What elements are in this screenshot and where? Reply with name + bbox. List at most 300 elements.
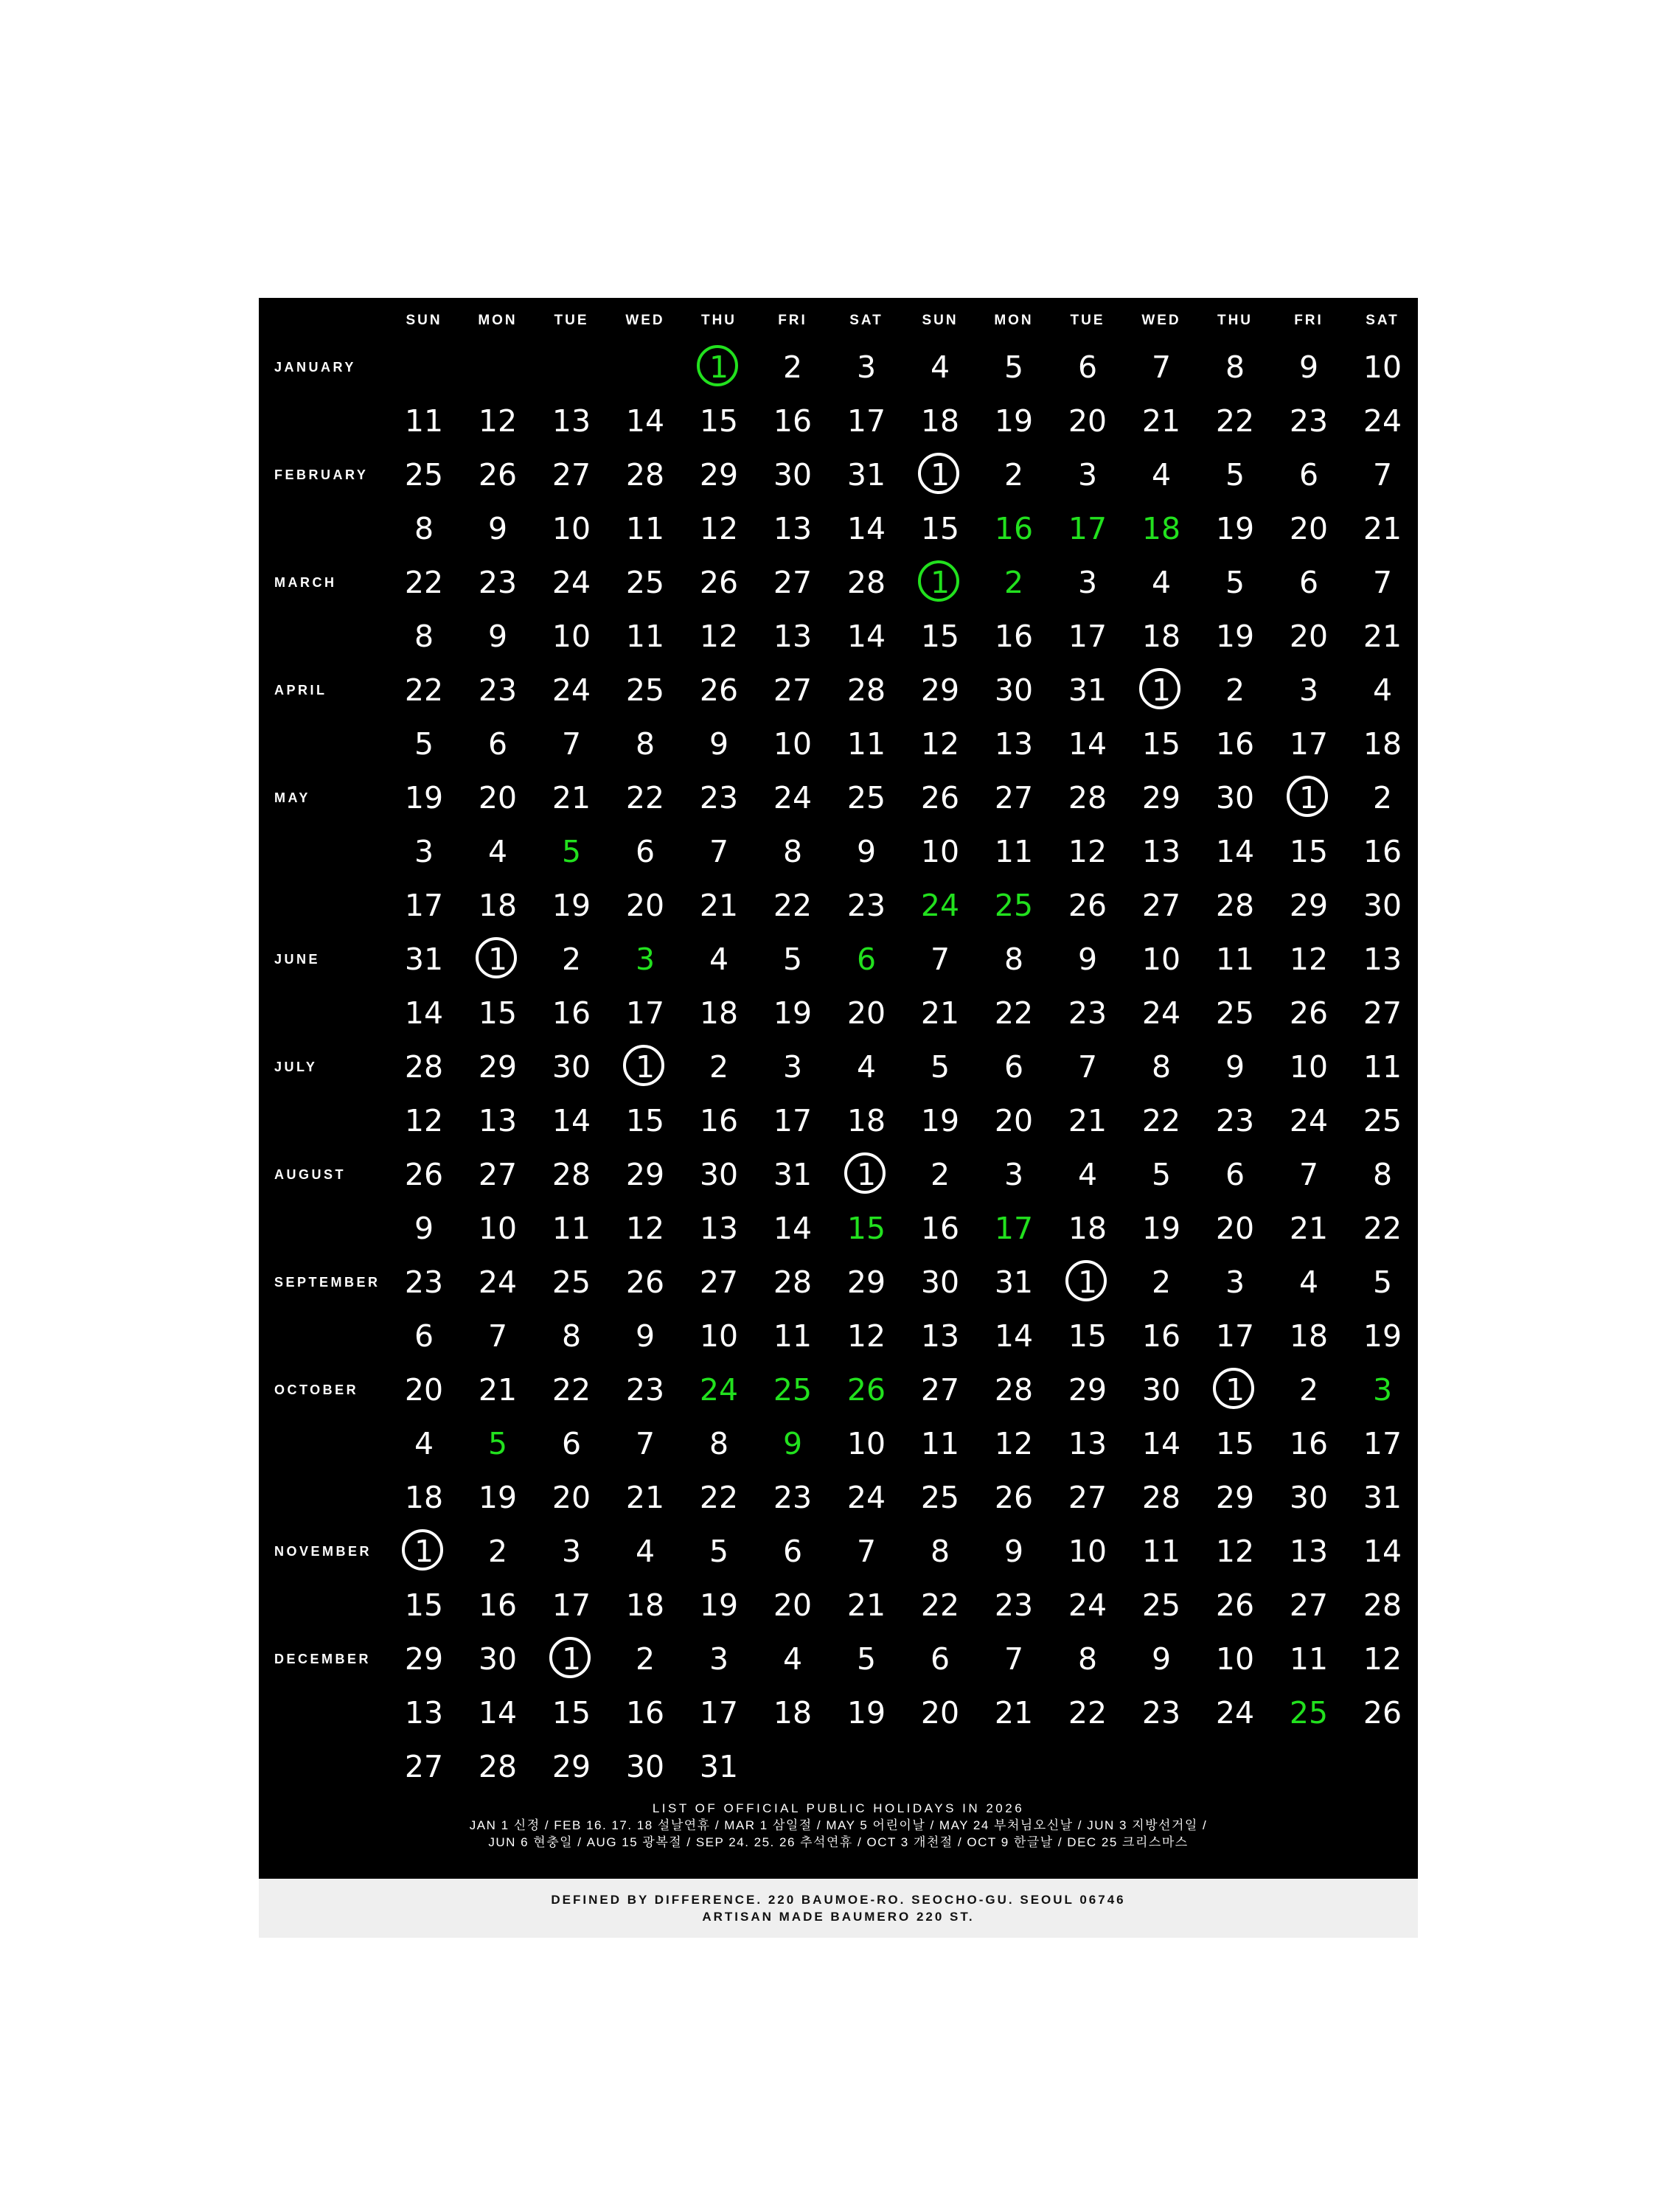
calendar-day: 10 [478,1211,518,1246]
calendar-day: 20 [773,1587,813,1623]
calendar-day: 21 [1363,619,1402,654]
holiday-day: 5 [561,834,582,869]
calendar-day: 24 [846,1480,886,1515]
month-start-day: 1 [608,1045,682,1089]
calendar-day: 23 [478,672,518,708]
calendar-day: 18 [625,1587,665,1623]
weekday-label: SAT [1366,313,1399,328]
weekday-label: FRI [1294,313,1324,328]
calendar-day: 6 [930,1641,950,1677]
holiday-day: 16 [994,511,1034,546]
calendar-day: 15 [1215,1426,1255,1461]
calendar-day: 15 [552,1695,591,1731]
calendar-day: 30 [920,1265,960,1300]
calendar-day: 22 [1363,1211,1402,1246]
calendar-day: 3 [561,1534,582,1569]
calendar-day: 4 [1151,565,1172,600]
calendar-day: 10 [846,1426,886,1461]
calendar-day: 30 [1215,780,1255,815]
calendar-day: 9 [1151,1641,1172,1677]
calendar-day: 28 [846,565,886,600]
calendar-day: 20 [1289,511,1329,546]
calendar-day: 23 [1215,1103,1255,1138]
calendar-day: 6 [1298,457,1319,493]
holiday-day: 3 [635,942,655,977]
calendar-day: 4 [1372,672,1393,708]
calendar-day: 9 [709,726,729,762]
calendar-day: 10 [920,834,960,869]
calendar-day: 2 [1372,780,1393,815]
calendar-day: 8 [1225,349,1245,385]
calendar-day: 13 [773,511,813,546]
month-label: OCTOBER [274,1382,359,1397]
calendar-day: 31 [846,457,886,493]
calendar-day: 20 [478,780,518,815]
calendar-day: 21 [552,780,591,815]
month-start-day: 1 [682,345,756,389]
calendar-day: 7 [1151,349,1172,385]
holiday-day: 17 [994,1211,1034,1246]
calendar-day: 8 [635,726,655,762]
month-label: JUNE [274,952,321,967]
calendar-day: 7 [1298,1157,1319,1192]
month-label: DECEMBER [274,1652,372,1666]
calendar-day: 2 [1004,457,1024,493]
calendar-day: 8 [709,1426,729,1461]
calendar-day: 28 [1141,1480,1181,1515]
calendar-day: 17 [625,995,665,1031]
calendar-day: 3 [1077,457,1098,493]
calendar-day: 7 [1077,1049,1098,1085]
calendar-day: 9 [487,511,508,546]
calendar-day: 29 [1289,888,1329,923]
calendar-day: 13 [404,1695,444,1731]
calendar-day: 21 [920,995,960,1031]
calendar-day: 22 [552,1372,591,1408]
holiday-day: 5 [487,1426,508,1461]
calendar-day: 11 [552,1211,591,1246]
month-start-day: 1 [1198,1368,1272,1412]
calendar-day: 2 [782,349,803,385]
calendar-day: 19 [699,1587,739,1623]
calendar-day: 2 [709,1049,729,1085]
weekday-label: TUE [554,313,589,328]
calendar-day: 5 [856,1641,877,1677]
calendar-day: 8 [561,1318,582,1354]
calendar-day: 2 [487,1534,508,1569]
calendar-day: 4 [635,1534,655,1569]
calendar-day: 18 [920,403,960,439]
calendar-day: 10 [1141,942,1181,977]
calendar-day: 7 [487,1318,508,1354]
calendar-day: 12 [1289,942,1329,977]
calendar-day: 13 [1068,1426,1107,1461]
holiday-day: 2 [1004,565,1024,600]
calendar-day: 9 [856,834,877,869]
calendar-day: 31 [1363,1480,1402,1515]
calendar-day: 20 [404,1372,444,1408]
calendar-day: 8 [930,1534,950,1569]
calendar-day: 28 [1068,780,1107,815]
calendar-day: 31 [773,1157,813,1192]
calendar-day: 6 [1298,565,1319,600]
calendar-day: 25 [1363,1103,1402,1138]
calendar-day: 2 [561,942,582,977]
calendar-day: 22 [404,565,444,600]
calendar-day: 11 [1141,1534,1181,1569]
calendar-day: 29 [404,1641,444,1677]
calendar-day: 27 [920,1372,960,1408]
calendar-day: 13 [920,1318,960,1354]
calendar-day: 21 [1289,1211,1329,1246]
calendar-day: 3 [1225,1265,1245,1300]
calendar-day: 18 [478,888,518,923]
calendar-day: 25 [1141,1587,1181,1623]
calendar-day: 4 [782,1641,803,1677]
calendar-day: 29 [1141,780,1181,815]
month-label: JULY [274,1060,318,1074]
calendar-day: 20 [846,995,886,1031]
calendar-day: 11 [404,403,444,439]
calendar-day: 25 [404,457,444,493]
calendar-day: 9 [1225,1049,1245,1085]
calendar-day: 23 [404,1265,444,1300]
calendar-day: 28 [625,457,665,493]
calendar-day: 26 [1363,1695,1402,1731]
calendar-day: 9 [635,1318,655,1354]
weekday-label: SUN [406,313,442,328]
calendar-day: 20 [1289,619,1329,654]
calendar-day: 17 [1068,619,1107,654]
address-line: ARTISAN MADE BAUMERO 220 ST. [702,1910,975,1924]
calendar-day: 17 [1289,726,1329,762]
calendar-day: 24 [773,780,813,815]
calendar-day: 25 [552,1265,591,1300]
calendar-day: 7 [561,726,582,762]
calendar-day: 8 [782,834,803,869]
calendar-day: 15 [1068,1318,1107,1354]
calendar-day: 7 [635,1426,655,1461]
calendar-day: 22 [1141,1103,1181,1138]
calendar-day: 13 [773,619,813,654]
calendar-day: 9 [1077,942,1098,977]
calendar-day: 3 [856,349,877,385]
month-label: MAY [274,790,310,805]
calendar-day: 20 [920,1695,960,1731]
holiday-list-line: JAN 1 신정 / FEB 16. 17. 18 설날연휴 / MAR 1 삼일절 / MAY 5 어린이날 / MAY 24 부처님오신날 / JUN 3 지방선거일 / [469,1818,1208,1832]
calendar-day: 12 [404,1103,444,1138]
calendar-day: 9 [414,1211,434,1246]
holiday-day: 9 [782,1426,803,1461]
calendar-day: 25 [846,780,886,815]
calendar-day: 14 [552,1103,591,1138]
calendar-day: 27 [773,565,813,600]
calendar-day: 30 [1363,888,1402,923]
calendar-day: 13 [1141,834,1181,869]
month-start-day: 1 [1124,668,1198,712]
calendar-day: 5 [1372,1265,1393,1300]
calendar-day: 25 [920,1480,960,1515]
calendar-day: 12 [478,403,518,439]
calendar-day: 30 [552,1049,591,1085]
calendar-day: 4 [1298,1265,1319,1300]
calendar-day: 22 [404,672,444,708]
calendar-day: 3 [414,834,434,869]
calendar-day: 7 [1372,457,1393,493]
calendar-day: 15 [478,995,518,1031]
calendar-day: 17 [552,1587,591,1623]
calendar-day: 28 [1363,1587,1402,1623]
calendar-day: 29 [846,1265,886,1300]
calendar-day: 24 [552,672,591,708]
calendar-day: 6 [487,726,508,762]
calendar-day: 27 [552,457,591,493]
calendar-day: 27 [1068,1480,1107,1515]
calendar-day: 19 [478,1480,518,1515]
calendar-day: 10 [699,1318,739,1354]
calendar-day: 14 [846,511,886,546]
calendar-day: 31 [699,1749,739,1784]
weekday-label: MON [478,313,518,328]
calendar-day: 27 [404,1749,444,1784]
calendar-day: 5 [1151,1157,1172,1192]
holiday-day: 18 [1141,511,1181,546]
calendar-day: 10 [1068,1534,1107,1569]
weekday-label: SAT [849,313,883,328]
calendar-day: 5 [1225,565,1245,600]
calendar-day: 6 [1004,1049,1024,1085]
holiday-day: 25 [1289,1695,1329,1731]
calendar-day: 30 [625,1749,665,1784]
calendar-day: 31 [404,942,444,977]
calendar-day: 30 [773,457,813,493]
calendar-day: 7 [1372,565,1393,600]
calendar-day: 18 [1289,1318,1329,1354]
calendar-day: 17 [846,403,886,439]
calendar-day: 14 [625,403,665,439]
calendar-day: 17 [404,888,444,923]
calendar-day: 27 [1363,995,1402,1031]
calendar-day: 5 [782,942,803,977]
holiday-day: 25 [773,1372,813,1408]
calendar-day: 15 [920,511,960,546]
calendar-day: 8 [414,619,434,654]
calendar-day: 19 [552,888,591,923]
calendar-day: 2 [635,1641,655,1677]
calendar-day: 11 [1289,1641,1329,1677]
calendar-day: 26 [478,457,518,493]
holiday-day: 6 [856,942,877,977]
calendar-day: 12 [920,726,960,762]
calendar-day: 21 [994,1695,1034,1731]
calendar-day: 23 [478,565,518,600]
calendar-day: 26 [1068,888,1107,923]
month-label: FEBRUARY [274,467,369,482]
calendar-day: 11 [994,834,1034,869]
calendar-day: 22 [920,1587,960,1623]
calendar-day: 21 [846,1587,886,1623]
calendar-day: 23 [699,780,739,815]
calendar-day: 25 [1215,995,1255,1031]
calendar-day: 3 [1004,1157,1024,1192]
month-start-day: 1 [1051,1260,1124,1304]
calendar-day: 25 [625,565,665,600]
calendar-day: 14 [1215,834,1255,869]
calendar-day: 13 [478,1103,518,1138]
weekday-label: WED [1141,313,1181,328]
calendar-day: 9 [1298,349,1319,385]
calendar-day: 29 [552,1749,591,1784]
calendar-day: 16 [1363,834,1402,869]
calendar-day: 12 [1215,1534,1255,1569]
calendar-day: 12 [846,1318,886,1354]
calendar-day: 8 [1372,1157,1393,1192]
calendar-day: 4 [487,834,508,869]
calendar-day: 19 [1141,1211,1181,1246]
month-start-day: 1 [903,560,977,605]
month-label: JANUARY [274,360,356,375]
calendar-day: 11 [920,1426,960,1461]
address-line: DEFINED BY DIFFERENCE. 220 BAUMOE-RO. SEOCHO-GU. SEOUL 06746 [551,1893,1126,1907]
calendar-day: 23 [994,1587,1034,1623]
month-start-day: 1 [535,1637,608,1681]
calendar-sheet [259,298,1418,1879]
month-start-day: 1 [903,453,977,497]
calendar-day: 18 [1363,726,1402,762]
holiday-day: 24 [699,1372,739,1408]
calendar-day: 24 [1363,403,1402,439]
calendar-day: 21 [625,1480,665,1515]
calendar-day: 10 [552,511,591,546]
calendar-day: 15 [699,403,739,439]
calendar-day: 22 [699,1480,739,1515]
month-label: SEPTEMBER [274,1275,380,1290]
calendar-day: 13 [994,726,1034,762]
calendar-day: 19 [920,1103,960,1138]
calendar-day: 2 [1225,672,1245,708]
calendar-day: 30 [699,1157,739,1192]
calendar-day: 26 [994,1480,1034,1515]
calendar-day: 16 [699,1103,739,1138]
calendar-day: 14 [478,1695,518,1731]
calendar-day: 7 [930,942,950,977]
calendar-day: 26 [699,565,739,600]
calendar-day: 26 [920,780,960,815]
calendar-day: 10 [1363,349,1402,385]
calendar-day: 30 [478,1641,518,1677]
calendar-day: 17 [699,1695,739,1731]
calendar-day: 21 [1068,1103,1107,1138]
holiday-day: 3 [1372,1372,1393,1408]
calendar-day: 11 [625,619,665,654]
calendar-day: 29 [1068,1372,1107,1408]
calendar-day: 3 [1298,672,1319,708]
month-start-day: 1 [1272,776,1346,820]
calendar-day: 22 [625,780,665,815]
calendar-day: 12 [625,1211,665,1246]
calendar-day: 9 [1004,1534,1024,1569]
calendar-day: 12 [699,511,739,546]
calendar-day: 13 [699,1211,739,1246]
calendar-day: 14 [1363,1534,1402,1569]
calendar-day: 23 [846,888,886,923]
calendar-day: 29 [920,672,960,708]
weekday-label: FRI [778,313,807,328]
month-label: APRIL [274,683,327,698]
calendar-day: 21 [1141,403,1181,439]
calendar-day: 14 [846,619,886,654]
calendar-day: 27 [699,1265,739,1300]
calendar-day: 28 [773,1265,813,1300]
calendar-day: 13 [552,403,591,439]
calendar-day: 5 [414,726,434,762]
calendar-day: 14 [773,1211,813,1246]
calendar-day: 28 [846,672,886,708]
calendar-day: 19 [846,1695,886,1731]
calendar-day: 23 [1068,995,1107,1031]
calendar-day: 16 [478,1587,518,1623]
calendar-day: 24 [552,565,591,600]
calendar-day: 30 [1289,1480,1329,1515]
calendar-day: 6 [1077,349,1098,385]
calendar-day: 30 [994,672,1034,708]
month-label: NOVEMBER [274,1544,372,1559]
calendar-day: 6 [414,1318,434,1354]
calendar-day: 24 [1068,1587,1107,1623]
calendar-day: 12 [994,1426,1034,1461]
calendar-day: 3 [1077,565,1098,600]
calendar-day: 12 [699,619,739,654]
calendar-day: 23 [773,1480,813,1515]
calendar-day: 22 [1215,403,1255,439]
calendar-day: 18 [846,1103,886,1138]
calendar-day: 30 [1141,1372,1181,1408]
calendar-day: 10 [552,619,591,654]
calendar-day: 11 [773,1318,813,1354]
calendar-day: 26 [699,672,739,708]
calendar-day: 13 [1289,1534,1329,1569]
calendar-day: 24 [478,1265,518,1300]
calendar-day: 18 [404,1480,444,1515]
calendar-day: 29 [478,1049,518,1085]
calendar-day: 22 [994,995,1034,1031]
calendar-day: 8 [1004,942,1024,977]
calendar-day: 7 [709,834,729,869]
calendar-day: 22 [773,888,813,923]
calendar-day: 27 [773,672,813,708]
calendar-day: 20 [994,1103,1034,1138]
calendar-day: 16 [552,995,591,1031]
calendar-day: 27 [1141,888,1181,923]
calendar-day: 21 [1363,511,1402,546]
calendar-day: 27 [478,1157,518,1192]
weekday-label: MON [994,313,1034,328]
calendar-day: 4 [1151,457,1172,493]
calendar-day: 27 [1289,1587,1329,1623]
calendar-day: 6 [1225,1157,1245,1192]
calendar-day: 21 [478,1372,518,1408]
calendar-day: 24 [1289,1103,1329,1138]
weekday-label: WED [625,313,665,328]
calendar-day: 16 [625,1695,665,1731]
holiday-day: 15 [846,1211,886,1246]
calendar-day: 19 [994,403,1034,439]
footer-band [259,1879,1418,1938]
calendar-day: 10 [1289,1049,1329,1085]
calendar-day: 9 [487,619,508,654]
calendar-day: 2 [1298,1372,1319,1408]
calendar-day: 10 [1215,1641,1255,1677]
